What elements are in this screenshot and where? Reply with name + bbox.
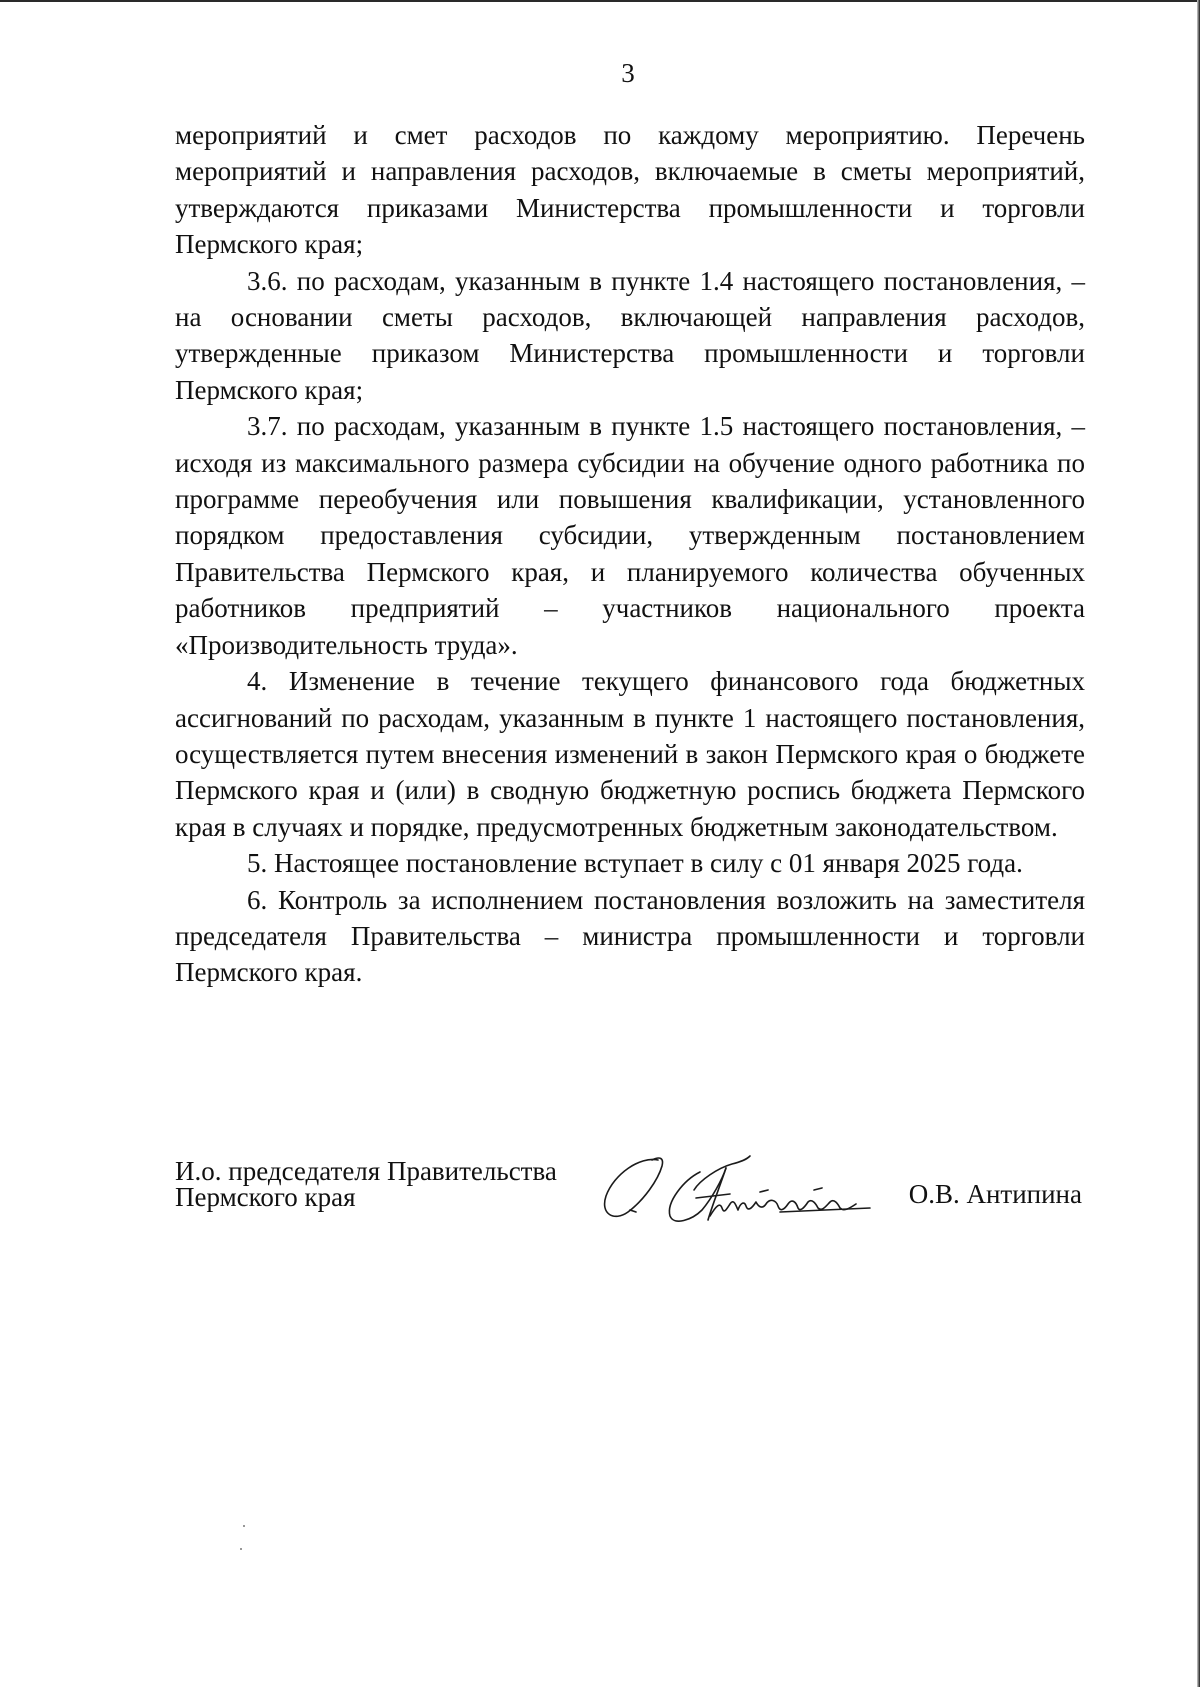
paragraph-3-7: 3.7. по расходам, указанным в пункте 1.5 настоящего постановления, – исходя из максимального размера субсидии на обучение одного работника по программе переобучения или повышения квалификации, установленного порядком предоставления субсидии, утвержденным постановлением Правительства Пермского края, и планируемого количества обученных работников предприятий – участников национального проекта «Производительность труда». <box>175 411 1085 660</box>
paragraph-5: 5. Настоящее постановление вступает в силу с 01 января 2025 года. <box>247 848 1023 879</box>
signatory-position-line1: И.о. председателя Правительства <box>175 1156 557 1186</box>
page-number: 3 <box>621 58 635 88</box>
paragraph-3-6: 3.6. по расходам, указанным в пункте 1.4 настоящего постановления, – на основании сметы расходов, включающей направления расходов, утвержденные приказом Министерства промышленности и торговли Пермского края; <box>175 265 1085 405</box>
handwritten-signature <box>600 1150 900 1230</box>
signatory-position-line2: Пермского края <box>175 1182 356 1212</box>
scan-speck <box>240 1548 242 1550</box>
scan-speck <box>243 1525 245 1527</box>
paragraph-continuation: мероприятий и смет расходов по каждому мероприятию. Перечень мероприятий и направления расходов, включаемые в сметы мероприятий, утверждаются приказами Министерства промышленности и торговли Пермского края; <box>175 120 1085 260</box>
scan-edge-top <box>0 0 1200 2</box>
document-body <box>175 117 1085 991</box>
paragraph-6: 6. Контроль за исполнением постановления возложить на заместителя председателя Правительства – министра промышленности и торговли Пермского края. <box>175 884 1085 988</box>
signature-block <box>175 1158 1085 1238</box>
signatory-name: О.В. Антипина <box>908 1179 1082 1209</box>
paragraph-4: 4. Изменение в течение текущего финансового года бюджетных ассигнований по расходам, указанным в пункте 1 настоящего постановления, осуществляется путем внесения изменений в закон Пермского края о бюджете Пермского края и (или) в сводную бюджетную роспись бюджета Пермского края в случаях и порядке, предусмотренных бюджетным законодательством. <box>175 666 1085 842</box>
signatory-position <box>175 1158 557 1210</box>
